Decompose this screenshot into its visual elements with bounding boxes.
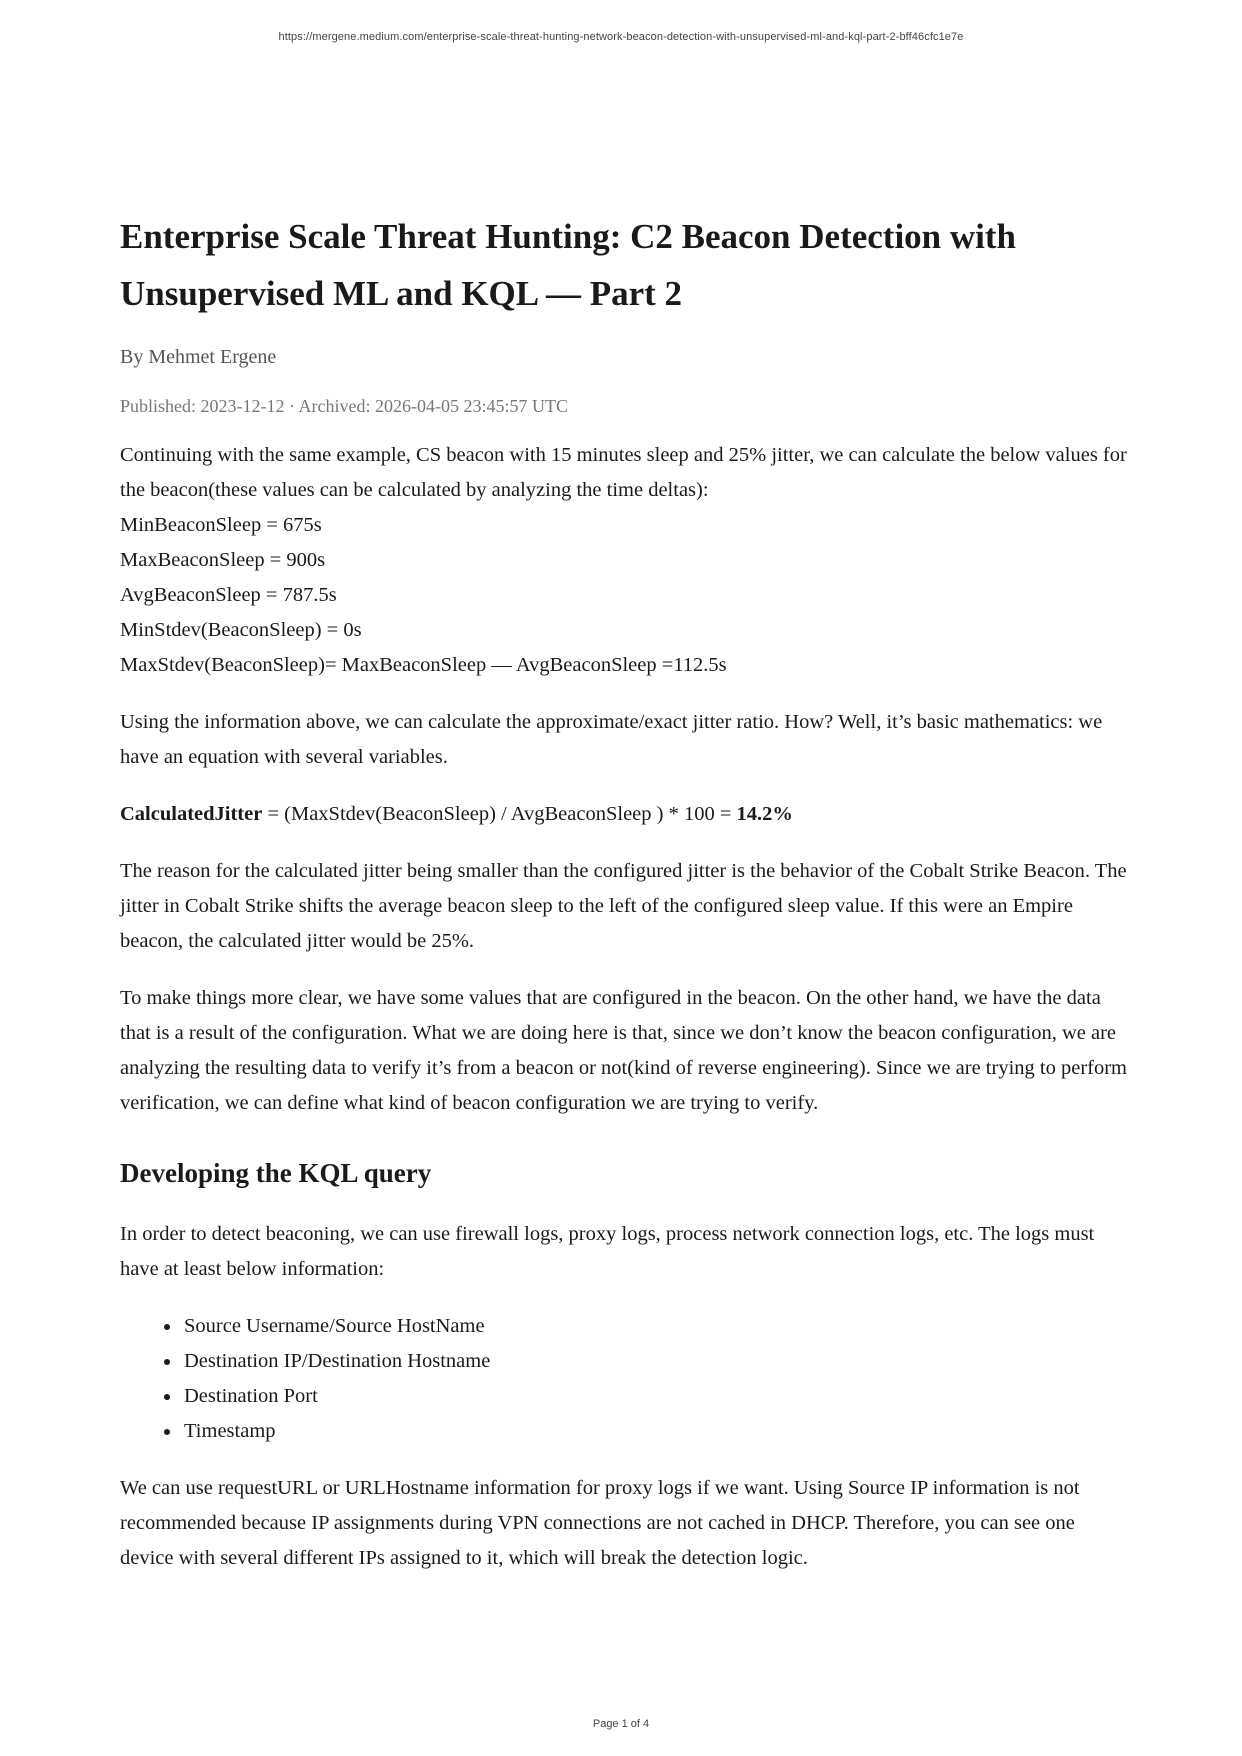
clarify-paragraph: To make things more clear, we have some values that are configured in the beacon. On the other hand, we have the data that is a result of the configuration. What we are doing here is that, since we don’t know the beacon configuration, we are analyzing the resulting data to verify it’s from a beacon or not(kind of reverse engineering). Since we are trying to perform verification, we can define what kind of beacon configuration we are trying to verify.	[120, 987, 1127, 1114]
formula-label: CalculatedJitter	[120, 803, 263, 825]
value-avg-sleep: AvgBeaconSleep = 787.5s	[120, 584, 337, 606]
value-max-stdev: MaxStdev(BeaconSleep)= MaxBeaconSleep — AvgBeaconSleep =112.5s	[120, 654, 727, 676]
author-byline: By Mehmet Ergene	[120, 346, 277, 368]
beacon-values	[120, 508, 1130, 683]
page-number: Page 1 of 4	[592, 1718, 650, 1730]
list-item: • Destination Port	[182, 1379, 1130, 1414]
article-title: Enterprise Scale Threat Hunting: C2 Beacon Detection with Unsupervised ML and KQL — Part 2	[120, 217, 1017, 313]
formula-result: 14.2%	[736, 803, 793, 825]
requirements-list	[120, 1309, 1130, 1449]
list-item: • Source Username/Source HostName	[182, 1309, 1130, 1344]
intro-paragraph: Continuing with the same example, CS beacon with 15 minutes sleep and 25% jitter, we can calculate the below values for the beacon(these values can be calculated by analyzing the time deltas):	[120, 444, 1127, 501]
value-min-sleep: MinBeaconSleep = 675s	[120, 514, 322, 536]
jitter-intro-paragraph: Using the information above, we can calculate the approximate/exact jitter ratio. How? Well, it’s basic mathematics: we have an equation with several variables.	[120, 711, 1103, 768]
detect-paragraph: In order to detect beaconing, we can use firewall logs, proxy logs, process network connection logs, etc. The logs must have at least below information:	[120, 1223, 1095, 1280]
list-item: • Destination IP/Destination Hostname	[182, 1344, 1130, 1379]
formula-expression: = (MaxStdev(BeaconSleep) / AvgBeaconSleep ) * 100 =	[262, 803, 737, 825]
value-max-sleep: MaxBeaconSleep = 900s	[120, 549, 326, 571]
proxy-paragraph: We can use requestURL or URLHostname information for proxy logs if we want. Using Source IP information is not recommended because IP assignments during VPN connections are not cached in DHCP. Therefore, you can see one device with several different IPs assigned to it, which will break the detection logic.	[120, 1477, 1080, 1569]
article	[120, 208, 1130, 1598]
reason-paragraph: The reason for the calculated jitter being smaller than the configured jitter is the behavior of the Cobalt Strike Beacon. The jitter in Cobalt Strike shifts the average beacon sleep to the left of the configured sleep value. If this were an Empire beacon, the calculated jitter would be 25%.	[120, 860, 1127, 952]
jitter-formula	[120, 797, 1130, 832]
value-min-stdev: MinStdev(BeaconSleep) = 0s	[120, 619, 362, 641]
section-heading: Developing the KQL query	[120, 1158, 432, 1188]
list-item: • Timestamp	[182, 1414, 1130, 1449]
publish-meta: Published: 2023-12-12 · Archived: 2026-04-05 23:45:57 UTC	[120, 396, 568, 416]
page-url: https://mergene.medium.com/enterprise-scale-threat-hunting-network-beacon-detection-with-unsupervised-ml-and-kql-part-2-bff46cfc1e7e	[278, 31, 964, 43]
